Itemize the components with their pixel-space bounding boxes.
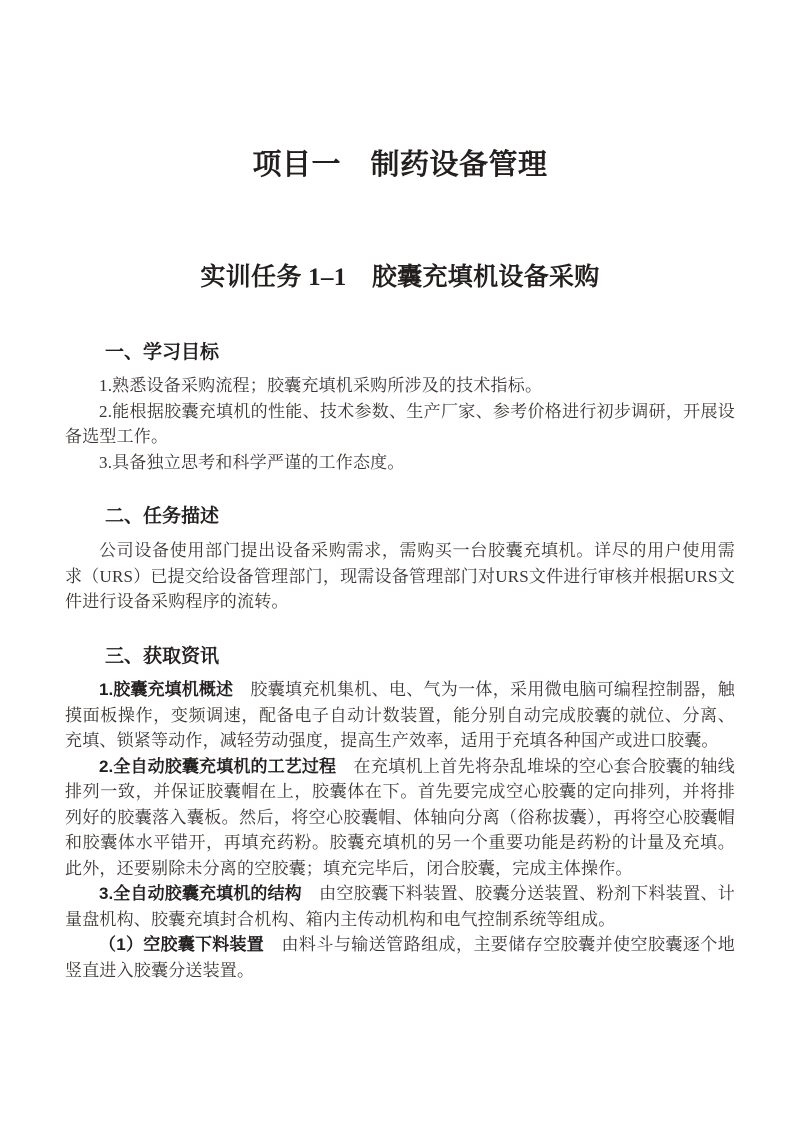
item-lead-label: （1）空胶囊下料装置 — [99, 935, 264, 955]
information-item — [65, 932, 735, 983]
paragraph: 公司设备使用部门提出设备采购需求，需购买一台胶囊充填机。详尽的用户使用需求（URS）已提交给设备管理部门，现需设备管理部门对URS文件进行审核并根据URS文件进行设备采购程序的流转。 — [65, 541, 735, 612]
information-body — [65, 677, 735, 983]
item-text: 由料斗与输送管路组成，主要储存空胶囊并使空胶囊逐个地竖直进入胶囊分送装置。 — [65, 935, 735, 980]
item-text: 在充填机上首先将杂乱堆垛的空心套合胶囊的轴线排列一致，并保证胶囊帽在上，胶囊体在下。首先要完成空心胶囊的定向排列，并将排列好的胶囊落入囊板。然后，将空心胶囊帽、体轴向分离（俗称拔囊），再将空心胶囊帽和胶囊体水平错开，再填充药粉。胶囊充填机的另一个重要功能是药粉的计量及充填。此外，还要剔除未分离的空胶囊；填充完毕后，闭合胶囊，完成主体操作。 — [65, 756, 735, 878]
list-item: 1.熟悉设备采购流程；胶囊充填机采购所涉及的技术指标。 — [99, 376, 543, 396]
list-item: 3.具备独立思考和科学严谨的工作态度。 — [99, 452, 405, 472]
section-heading-task-description: 二、任务描述 — [105, 506, 220, 528]
item-text: 胶囊填充机集机、电、气为一体，采用微电脑可编程控制器，触摸面板操作，变频调速，配备电子自动计数装置，能分别自动完成胶囊的就位、分离、充填、锁紧等动作，减轻劳动强度，提高生产效率，适用于充填各种国产或进口胶囊。 — [65, 680, 735, 751]
list-item: 2.能根据胶囊充填机的性能、技术参数、生产厂家、参考价格进行初步调研，开展设备选型工作。 — [65, 401, 735, 447]
page-title: 项目一 制药设备管理 — [252, 149, 548, 181]
information-item — [65, 677, 735, 754]
section-heading-learning-goals: 一、学习目标 — [105, 341, 220, 363]
section-heading-information: 三、获取资讯 — [105, 645, 220, 667]
learning-goals-list — [65, 373, 735, 475]
item-lead-label: 2.全自动胶囊充填机的工艺过程 — [99, 756, 337, 776]
item-lead-label: 3.全自动胶囊充填机的结构 — [99, 884, 302, 904]
task-title: 实训任务 1–1 胶囊充填机设备采购 — [200, 263, 600, 291]
information-item — [65, 754, 735, 882]
item-text: 由空胶囊下料装置、胶囊分送装置、粉剂下料装置、计量盘机构、胶囊充填封合机构、箱内主传动机构和电气控制系统等组成。 — [65, 884, 735, 929]
item-lead-label: 1.胶囊充填机概述 — [99, 680, 234, 700]
information-item — [65, 881, 735, 932]
task-description-body — [65, 538, 735, 615]
